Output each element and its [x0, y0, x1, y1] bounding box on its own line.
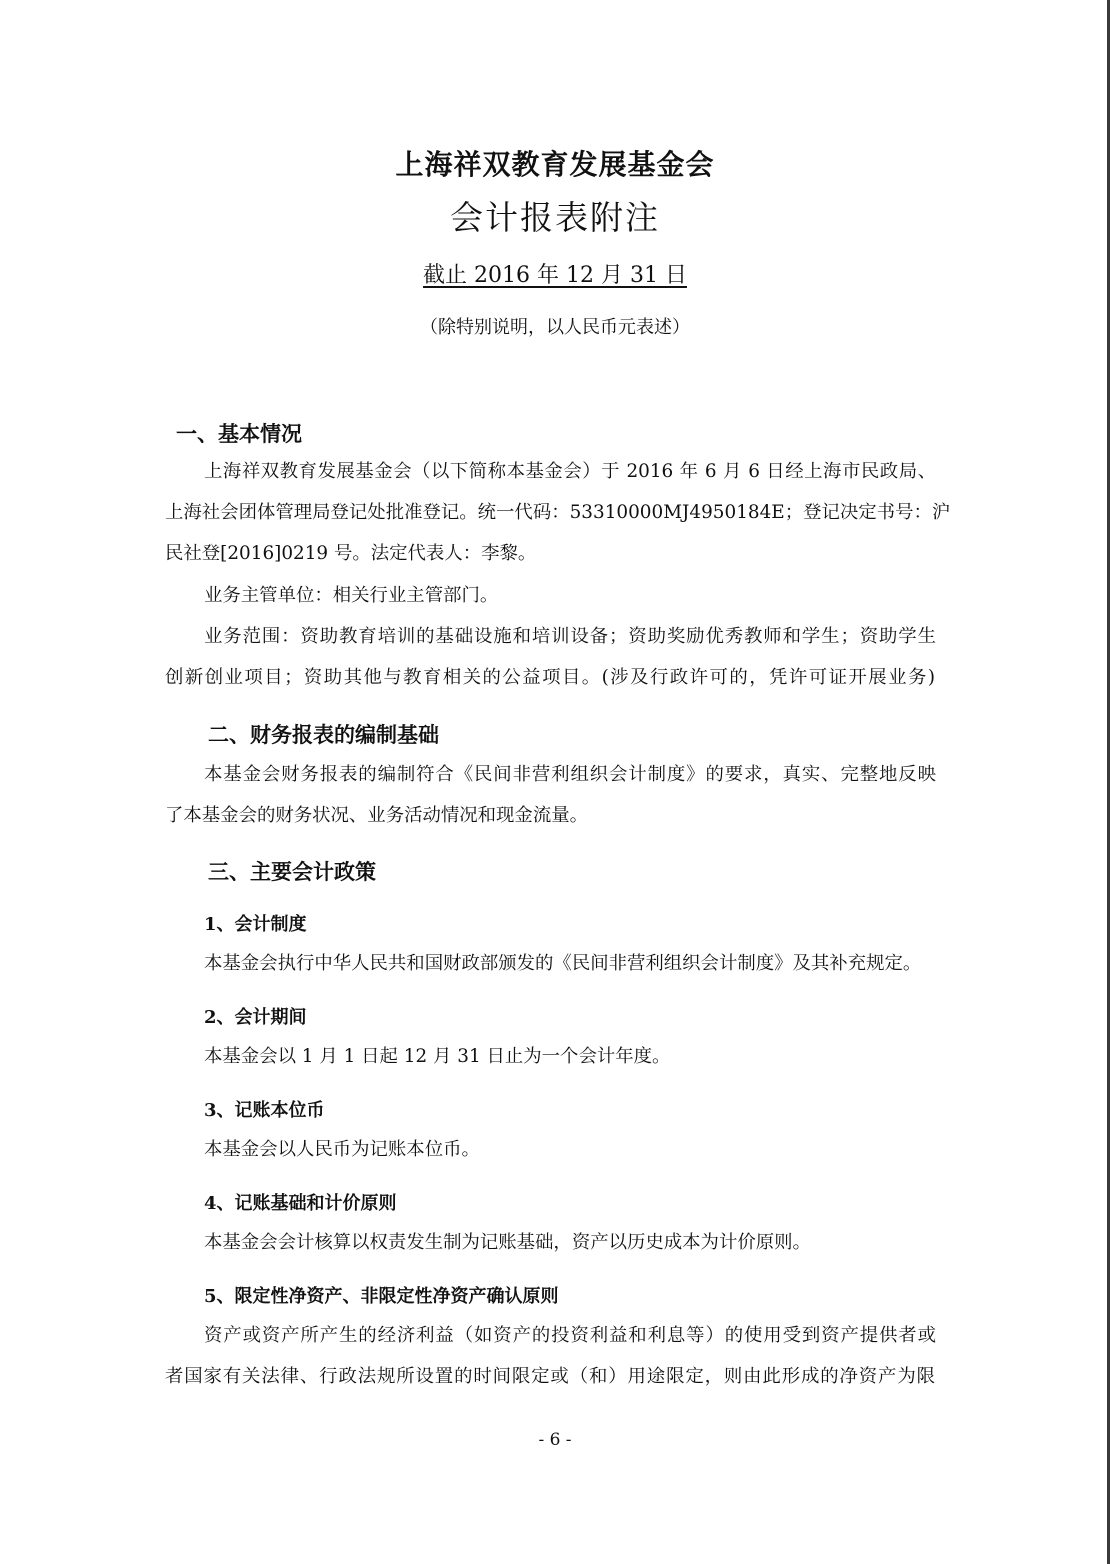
policy-4-text: 本基金会会计核算以权责发生制为记账基础，资产以历史成本为计价原则。	[204, 1232, 811, 1253]
policy-4-title: 4、记账基础和计价原则	[204, 1193, 397, 1214]
policy-5-title: 5、限定性净资产、非限定性净资产确认原则	[204, 1286, 559, 1307]
section2-para-line1: 本基金会财务报表的编制符合《民间非营利组织会计制度》的要求，真实、完整地反映	[204, 764, 936, 785]
section1-para3-line1: 业务范围：资助教育培训的基础设施和培训设备；资助奖励优秀教师和学生；资助学生	[204, 626, 936, 647]
section1-para2: 业务主管单位：相关行业主管部门。	[204, 585, 499, 606]
section1-para1-line3: 民社登[2016]0219 号。法定代表人：李黎。	[165, 543, 537, 564]
section2-heading: 二、财务报表的编制基础	[208, 722, 439, 747]
policy-5-text-line2: 者国家有关法律、行政法规所设置的时间限定或（和）用途限定，则由此形成的净资产为限	[165, 1366, 935, 1387]
section1-heading: 一、基本情况	[176, 421, 302, 446]
policy-2-title: 2、会计期间	[204, 1007, 307, 1028]
as-of-date	[0, 258, 1110, 289]
as-of-date-text: 截止 2016 年 12 月 31 日	[423, 263, 687, 288]
policy-1-title: 1、会计制度	[204, 914, 307, 935]
section1-para1-line2: 上海社会团体管理局登记处批准登记。统一代码：53310000MJ4950184E；登记决定书号：沪	[165, 502, 951, 523]
section2-para-line2: 了本基金会的财务状况、业务活动情况和现金流量。	[165, 805, 588, 826]
policy-2-text: 本基金会以 1 月 1 日起 12 月 31 日止为一个会计年度。	[204, 1046, 671, 1067]
section3-heading: 三、主要会计政策	[208, 859, 376, 884]
org-title: 上海祥双教育发展基金会	[395, 148, 715, 181]
page-number: - 6 -	[538, 1430, 572, 1450]
section1-para1-line1: 上海祥双教育发展基金会（以下简称本基金会）于 2016 年 6 月 6 日经上海市民政局、	[204, 461, 936, 482]
policy-3-title: 3、记账本位币	[204, 1100, 325, 1121]
policy-5-text-line1: 资产或资产所产生的经济利益（如资产的投资利益和利息等）的使用受到资产提供者或	[204, 1325, 936, 1346]
policy-1-text: 本基金会执行中华人民共和国财政部颁发的《民间非营利组织会计制度》及其补充规定。	[204, 953, 922, 974]
currency-note: （除特别说明，以人民币元表述）	[420, 317, 690, 338]
section1-para3-line2: 创新创业项目；资助其他与教育相关的公益项目。(涉及行政许可的，凭许可证开展业务)	[165, 667, 935, 688]
policy-3-text: 本基金会以人民币为记账本位币。	[204, 1139, 480, 1160]
doc-title: 会计报表附注	[450, 198, 660, 237]
